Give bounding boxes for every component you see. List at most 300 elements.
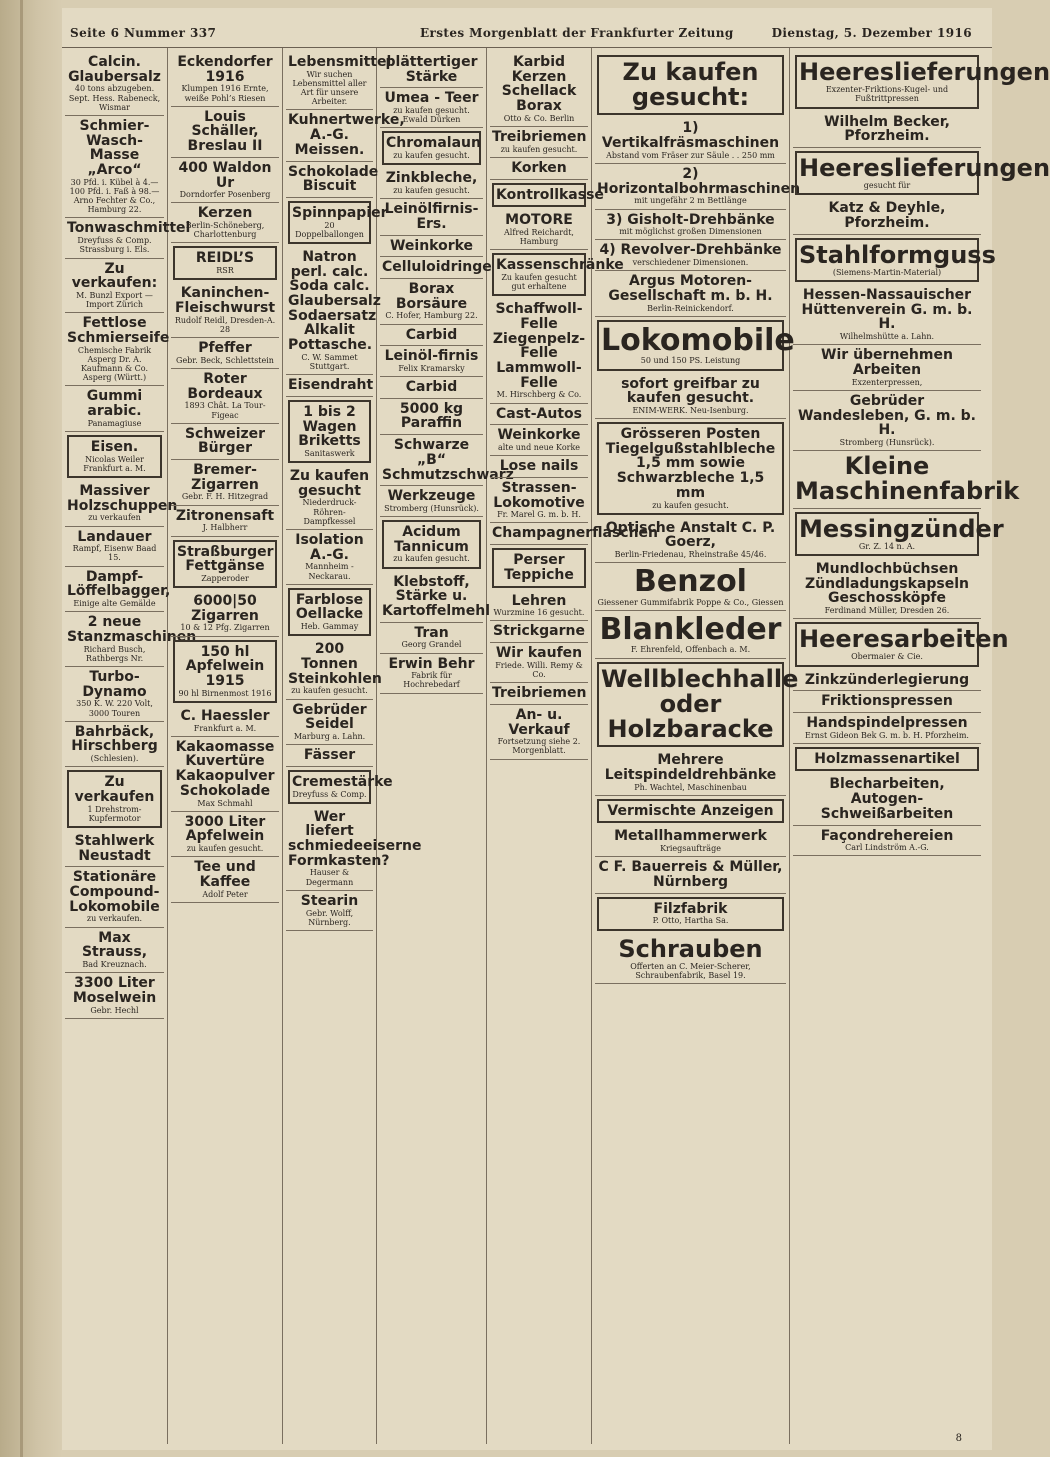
masthead-title: Erstes Morgenblatt der Frankfurter Zeitung [420,26,734,40]
column-3-ad [288,588,371,637]
ad-body-text: Georg Grandel [401,640,462,650]
column-1-ad [65,52,164,116]
ad-body-text: C. Hofer, Hamburg 22. [385,311,478,321]
ad-headline: Eisen. [90,438,139,455]
ad-headline: Holzmassenartikel [814,750,960,767]
ad-headline: Umea - Teer [384,90,479,107]
column-3-ad [286,639,382,699]
ad-headline: Optische Anstalt C. P. Goerz, [605,519,776,551]
ad-body-text: P. Otto, Hartha Sa. [652,916,729,926]
ad-headline: 6000|50 Zigarren [191,593,259,624]
column-2-ad [171,283,279,338]
column-6-ad [595,934,786,985]
column-5-ad [492,183,604,208]
ad-body-text: Bad Kreuznach. [82,960,147,969]
ad-headline: Bremer-Zigarren [191,462,259,493]
ad-headline: 4) Revolver-Drehbänke [599,242,782,259]
column-2-ad [171,107,279,158]
column-7-ad [793,559,981,619]
column-7-ad [793,285,981,345]
ad-headline: Carbid [405,379,458,396]
column-1-ad [65,259,164,314]
column-7-ad [793,451,1020,508]
ad-headline: Schaffwoll-Felle Ziegenpelz-Felle Lammwoll-Felle [492,301,586,391]
ad-body-text: zu kaufen gesucht. [393,186,470,195]
column-2-ad [171,857,279,903]
ad-body-text: Hauser & Degermann [305,868,354,887]
ad-headline: Lehren [511,592,567,609]
ad-headline: Lebensmittel [288,54,392,70]
ad-body-text: alte und neue Korke [497,443,581,452]
column-6-ad [597,422,784,515]
ad-headline: Kaninchen-Fleischwurst [174,285,276,316]
ad-body-text: Alfred Reichardt, Hamburg [504,227,574,247]
column-3-ad [286,247,381,375]
column-6-ad [595,240,786,271]
ad-headline: Erwin Behr [388,655,475,672]
column-4-ad [380,199,483,235]
ad-headline: 5000 kg Paraffin [399,400,464,432]
ad-body-text: Carl Lindström A.-G. [845,843,929,853]
ad-headline: 3) Gisholt-Drehbänke [606,211,775,228]
ad-headline: Stationäre Compound-Lokomobile [69,869,160,915]
ad-headline: Spinnpapier [292,204,388,221]
ad-body-text: Klumpen 1916 Ernte, weiße Pohl’s Riesen [181,84,269,103]
column-2-ad [171,369,279,424]
column-1-ad [65,481,178,527]
ad-headline: Handspindelpressen [806,714,968,731]
ad-headline: Mehrere Leitspindeldrehbänke [604,752,777,783]
column-7-ad [795,512,1004,556]
ad-headline: Wir kaufen [495,645,583,662]
ad-headline: Argus Motoren-Gesellschaft m. b. H. [608,273,773,304]
ad-body-text: Zapperoder [201,573,249,583]
ad-body-text: Dreyfuss & Comp. Strassburg i. Els. [77,236,152,255]
column-1-ad [65,313,170,386]
ad-headline: Bahrbäck, Hirschberg [71,723,158,755]
column-3-ad [288,400,371,463]
ad-headline: Fettlose Schmierseife [67,315,170,346]
column-4-ad [380,346,483,377]
ad-body-text: 50 und 150 PS. Leistung [640,356,741,366]
column-7-ad [793,670,981,692]
ad-body-text: (Siemens-Martin-Material) [832,267,942,277]
ad-headline: Lose nails [499,458,579,475]
ad-headline: Treibriemen [492,685,587,702]
ad-body-text: Adolf Peter [202,889,248,899]
ad-headline: Heereslieferungen [799,153,1050,182]
ad-headline: Wer liefert schmiedeeiserne Formkasten? [288,808,422,869]
column-7-ad [793,691,981,713]
column-2-ad [171,737,279,812]
ad-headline: Celluloidringe [382,259,492,276]
ad-body-text: Gebr. Wolff, Nürnberg. [305,908,354,927]
ad-headline: Zitronensaft [175,507,275,524]
ad-body-text: Kriegsaufträge [660,844,721,854]
ad-body-text: Berlin-Reinickendorf. [647,303,734,313]
column-2 [168,48,283,1444]
ad-headline: Chromalaun [386,135,481,152]
ad-body-text: Offerten an C. Meier-Scherer, Schraubenfabrik, Basel 19. [630,961,751,980]
ad-body-text: 10 & 12 Pfg. Zigarren [180,623,270,633]
ad-body-text: 1893 Chât. La Tour-Figeac [184,401,266,420]
column-7-ad [793,713,981,744]
ad-headline: Heereslieferungen [799,58,1050,86]
column-5-ad [490,478,588,524]
ad-headline: MOTORE [505,212,573,229]
ad-headline: Borax Borsäure [395,280,468,312]
ad-headline: An- u. Verkauf [508,706,570,738]
column-1-ad [67,770,162,828]
ad-body-text: zu kaufen gesucht. [291,686,368,696]
ad-headline: Strassen-Lokomotive [493,479,585,511]
ad-headline: Louis Schäller, Breslau II [187,108,263,155]
column-5-ad [490,621,588,643]
masthead-date: Dienstag, 5. Dezember 1916 [771,26,972,40]
ad-body-text: Otto & Co. Berlin [503,113,575,123]
ad-headline: Max Strauss, [81,929,148,961]
ad-body-text: Richard Busch, Rathbergs Nr. [83,644,146,663]
column-4-ad [380,236,483,258]
ad-headline: 150 hl Apfelwein 1915 [185,643,265,689]
column-1-ad [65,386,164,432]
column-6-ad [595,374,786,420]
ad-body-text: Einige alte Gemälde [73,599,156,608]
ad-headline: sofort greifbar zu kaufen gesucht. [621,375,760,407]
column-1-ad [65,831,164,867]
ad-headline: Filzfabrik [653,900,728,917]
ad-body-text: Wir suchen Lebensmittel aller Art für unsere Arbeiter. [292,69,367,107]
column-1-ad [65,218,191,258]
column-3-ad [286,891,373,931]
column-3 [283,48,422,1444]
column-1-ad [65,867,164,927]
ad-body-text: Sanitaswerk [304,448,355,458]
ad-headline: Massiver Holzschuppen [67,483,178,514]
column-2-ad [171,338,279,369]
ad-body-text: Niederdruck-Röhren-Dampfkessel [302,498,357,526]
ad-body-text: Mannheim - Neckarau. [305,562,354,581]
ad-headline: Leinöl-firnis [384,348,479,365]
ad-headline: Zinkbleche, [385,170,478,187]
ad-body-text: Rampf, Eisenw Baad 15. [72,544,157,563]
column-5-ad [490,127,588,158]
column-6-ad [595,210,786,241]
ad-body-text: Frankfurt a. M. [193,723,257,733]
column-2-ad [171,52,279,107]
ad-headline: Werkzeuge [387,488,476,505]
column-2-ad [171,460,279,506]
column-5-ad [490,456,588,478]
ad-headline: Champagnerflaschen [492,525,659,542]
ad-headline: 2) Horizontalbohrmaschinen [597,165,801,197]
column-4-ad [382,520,481,569]
column-6-ad [595,271,786,317]
column-2-ad [171,424,279,460]
ad-headline: Pfeffer [198,340,252,357]
ad-headline: Zu kaufen gesucht [289,468,370,499]
ad-body-text: Felix Kramarsky [398,363,465,373]
ad-body-text: Chemische Fabrik Asperg Dr. A. Kaufmann & Co. Asperg (Württ.) [77,345,152,383]
column-1-ad [67,435,162,478]
ad-body-text: Wilhelmshütte a. Lahn. [839,332,935,342]
ad-body-text: zu kaufen gesucht. [393,151,470,161]
column-1-ad [65,527,164,567]
ad-headline: Benzol [634,564,747,600]
column-3-ad [286,375,373,397]
column-6-ad [597,320,795,371]
ad-body-text: 350 K. W. 220 Volt, 3000 Touren [76,699,153,718]
column-4-ad [380,168,483,199]
ad-body-text: Zu kaufen gesucht gut erhaltene [501,272,577,292]
ad-headline: Isolation A.-G. [295,532,364,563]
column-1-ad [65,116,164,219]
ad-body-text: Max Schmahl [197,798,253,808]
column-6-ad [597,662,799,748]
ad-headline: Lokomobile [601,322,795,358]
ad-body-text: M. Hirschberg & Co. [496,390,582,400]
ad-headline: Treibriemen [492,128,587,145]
ad-headline: Turbo-Dynamo [82,668,147,700]
column-3-ad [286,807,422,891]
column-7 [790,48,1050,1444]
column-5-ad [492,253,624,296]
ad-body-text: Heb. Gammay [300,622,359,632]
ad-body-text: zu verkaufen. [86,914,143,924]
column-2-ad [171,812,279,858]
ad-headline: Blecharbeiten, Autogen-Schweißarbeiten [820,776,954,822]
column-5-ad [492,548,586,587]
ad-body-text: zu verkaufen [88,513,141,523]
masthead [62,8,992,48]
column-7-ad [795,622,1009,666]
column-5-ad [490,705,588,760]
ad-body-text: Rudolf Reidl, Dresden-A. 28 [174,315,276,334]
ad-headline: Façondrehereien [820,827,954,844]
ad-headline: Kontrollkasse [496,186,604,203]
column-6-ad [597,799,784,824]
column-4 [377,48,514,1444]
ad-headline: Farblose Oellacke [295,591,364,623]
page-footer: 8 [955,1433,962,1444]
ad-headline: Blankleder [599,611,782,647]
column-5-ad [490,643,588,683]
column-6-ad [595,563,786,611]
column-6-ad [597,55,784,115]
column-4-ad [380,279,483,325]
ad-headline: Metallhammerwerk [614,828,767,845]
ad-headline: Mundlochbüchsen Zündladungskapseln Geschossköpfe [804,560,970,607]
ad-headline: Wir übernehmen Arbeiten [821,347,953,378]
ad-body-text: 40 tons abzugeben. Sept. Hess. Rabeneck, Wismar [68,84,161,112]
column-5-ad [490,683,588,705]
ad-body-text: F. Ehrenfeld, Offenbach a. M. [630,645,751,655]
column-5-ad [490,210,588,250]
column-6-ad [595,164,801,210]
ad-headline: Tonwaschmittel [67,220,191,237]
newspaper-page [62,8,1050,1450]
ad-headline: Weinkorke [389,237,474,254]
ad-headline: Wellblechhalle oder Holzbaracke [601,664,799,743]
ad-headline: Strickgarne [493,623,585,640]
ad-headline: Zu kaufen gesucht: [622,58,759,112]
column-3-ad [286,745,373,767]
column-2-ad [171,506,279,537]
ad-body-text: Gebr. F. H. Hitzegrad [181,492,269,502]
ad-body-text: Berlin-Schöneberg, Charlottenburg [185,221,265,240]
ad-body-text: Exzenterpressen, [851,377,923,387]
ad-headline: Kassenschränke [496,257,624,274]
column-5-ad [490,158,588,180]
ad-body-text: Friede. Willi. Remy & Co. [495,660,583,679]
column-3-ad [286,52,392,110]
ad-headline: Carbid [405,326,458,343]
ad-body-text: Berlin-Friedenau, Rheinstraße 45/46. [614,550,767,560]
ad-headline: Schokolade Biscuit [288,163,379,195]
ad-headline: Natron perl. calc. Soda calc. Glaubersalz Sodaersatz Alkalit Pottasche. [288,248,381,354]
ad-headline: Tee und Kaffee [194,859,256,890]
ad-body-text: 90 hl Birnenmost 1916 [178,688,272,698]
column-2-ad [173,246,277,280]
column-7-ad [793,112,981,148]
ad-body-text: verschiedener Dimensionen. [632,258,749,268]
ad-headline: Stahlformguss [799,240,996,269]
ad-body-text: 1 Drehstrom-Kupfermotor [87,804,142,823]
ad-headline: Gummi arabic. [86,388,143,420]
column-1-ad [65,928,164,974]
column-1-ad [65,722,164,768]
column-4-ad [380,399,483,435]
ad-body-text: Ph. Wachtel, Maschinenbau [634,782,747,792]
column-6-ad [595,826,786,857]
ad-headline: REIDL’S [195,250,255,267]
ad-headline: Cremestärke [292,773,393,790]
column-4-ad [380,52,483,88]
column-3-ad [286,162,379,198]
column-6-ad [595,518,786,564]
ad-body-text: Dorndorfer Posenberg [179,190,271,200]
ad-headline: Klebstoff, Stärke u. Kartoffelmehl [382,573,490,619]
ad-headline: Kakaomasse Kuvertüre Kakaopulver Schokolade [175,738,275,799]
ad-headline: Vermischte Anzeigen [607,802,774,819]
column-1-ad [65,973,164,1019]
column-2-ad [171,706,279,737]
ad-body-text: Ernst Gideon Bek G. m. b. H. Pforzheim. [805,730,969,740]
ad-headline: Karbid Kerzen Schellack Borax [501,54,577,115]
ad-body-text: Marburg a. Lahn. [293,731,366,741]
column-6-ad [595,118,786,164]
ad-headline: Cast-Autos [495,405,582,422]
ad-headline: plättertiger Stärke [385,54,478,85]
ad-headline: 1) Vertikalfräsmaschinen [601,120,780,152]
ad-headline: Kleine Maschinenfabrik [795,452,1020,506]
column-5-ad [490,404,588,426]
ad-headline: 1 bis 2 Wagen Briketts [298,403,361,450]
ad-headline: Acidum Tannicum [394,524,469,555]
ad-body-text: 30 Pfd. i. Kübel à 4.— 100 Pfd. i. Faß à 98.— Arno Fechter & Co., Hamburg 22. [69,177,160,215]
column-3-ad [288,201,388,244]
column-4-ad [380,377,483,399]
ad-headline: Schmier-Wasch-Masse „Arco“ [79,117,150,178]
ad-headline: Hessen-Nassauischer Hüttenverein G. m. b. H. [801,287,973,333]
ad-headline: Stahlwerk Neustadt [74,833,155,864]
ad-body-text: mit ungefähr 2 m Bettlänge [634,196,747,206]
column-1-ad [65,567,171,613]
ad-headline: Calcin. Glaubersalz [68,54,161,85]
ad-body-text: Exzenter-Friktions-Kugel- und Fußtrittpressen [825,85,949,104]
ad-body-text: zu kaufen gesucht. [500,144,578,154]
column-5-ad [490,523,659,545]
ad-body-text: Gebr. Beck, Schlettstein [176,355,274,365]
ad-body-text: gesucht für [863,181,911,191]
column-7-ad [793,774,981,825]
column-4-ad [380,572,490,623]
column-6-ad [595,857,786,893]
ad-headline: Kuhnertwerke, A.-G. Meissen. [288,112,405,158]
column-2-ad [171,203,279,243]
ad-headline: Fässer [303,747,356,764]
column-4-ad [380,654,483,694]
ad-headline: Katz & Deyhle, Pforzheim. [828,200,946,231]
ad-headline: C F. Bauerreis & Müller, Nürnberg [598,859,783,890]
ad-body-text: mit möglichst großen Dimensionen [619,227,762,237]
ad-headline: Dampf-Löffelbagger, [67,568,171,600]
ad-headline: 2 neue Stanzmaschinen [67,614,197,645]
ad-body-text: Dreyfuss & Comp. [292,789,367,799]
column-4-ad [380,435,514,486]
column-6-ad [597,897,784,931]
masthead-page-number: Seite 6 Nummer 337 [70,26,217,40]
column-1-ad [65,612,197,667]
ad-headline: 200 Tonnen Steinkohlen [288,641,382,687]
ad-headline: Roter Bordeaux [187,370,263,402]
ad-body-text: zu kaufen gesucht. [186,844,264,854]
ad-headline: Wilhelm Becker, Pforzheim. [824,113,950,145]
ad-body-text: Wurzmine 16 gesucht. [493,608,585,618]
ad-body-text: Gebr. Hechl [90,1005,139,1015]
column-3-ad [286,530,373,585]
column-7-ad [793,198,981,234]
column-2-ad [173,640,277,703]
column-3-ad [286,110,405,161]
ad-headline: Eisendraht [288,377,374,394]
ad-body-text: zu kaufen gesucht. [393,554,470,564]
ad-body-text: Nicolas Weiler Frankfurt a. M. [83,454,146,473]
ad-body-text: zu kaufen gesucht. [652,500,729,510]
ad-body-text: Obermaier & Cie. [851,652,923,662]
column-7-ad [793,345,981,391]
ad-headline: Tran [414,624,449,641]
ad-headline: 400 Waldon Ur [178,159,272,191]
ad-headline: Heeresarbeiten [799,625,1009,654]
column-4-ad [380,486,483,517]
ad-headline: Grösseren Posten Tiegelgußstahlbleche 1,5 mm sowie Schwarzbleche 1,5 mm [605,426,776,501]
ad-headline: Friktionspressen [821,693,953,710]
ad-headline: Gebrüder Wandesleben, G. m. b. H. [798,392,976,439]
ad-headline: Zu verkaufen [74,774,155,805]
ad-body-text: Stromberg (Hunsrück). [384,503,479,513]
column-1 [62,48,197,1444]
ad-body-text: Fabrik für Hochrebedarf [403,671,460,690]
ad-body-text: Stromberg (Hunsrück). [839,437,935,447]
ad-body-text: C. W. Sammet Stuttgart. [301,352,358,371]
column-2-ad [171,591,279,637]
ad-body-text: Gr. Z. 14 n. A. [858,541,916,551]
ad-body-text: J. Halbherr [202,523,248,533]
ad-body-text: Abstand vom Fräser zur Säule . . 250 mm [606,150,775,160]
ad-headline: Landauer [77,528,152,545]
ad-headline: Leinölfirnis-Ers. [384,201,479,232]
